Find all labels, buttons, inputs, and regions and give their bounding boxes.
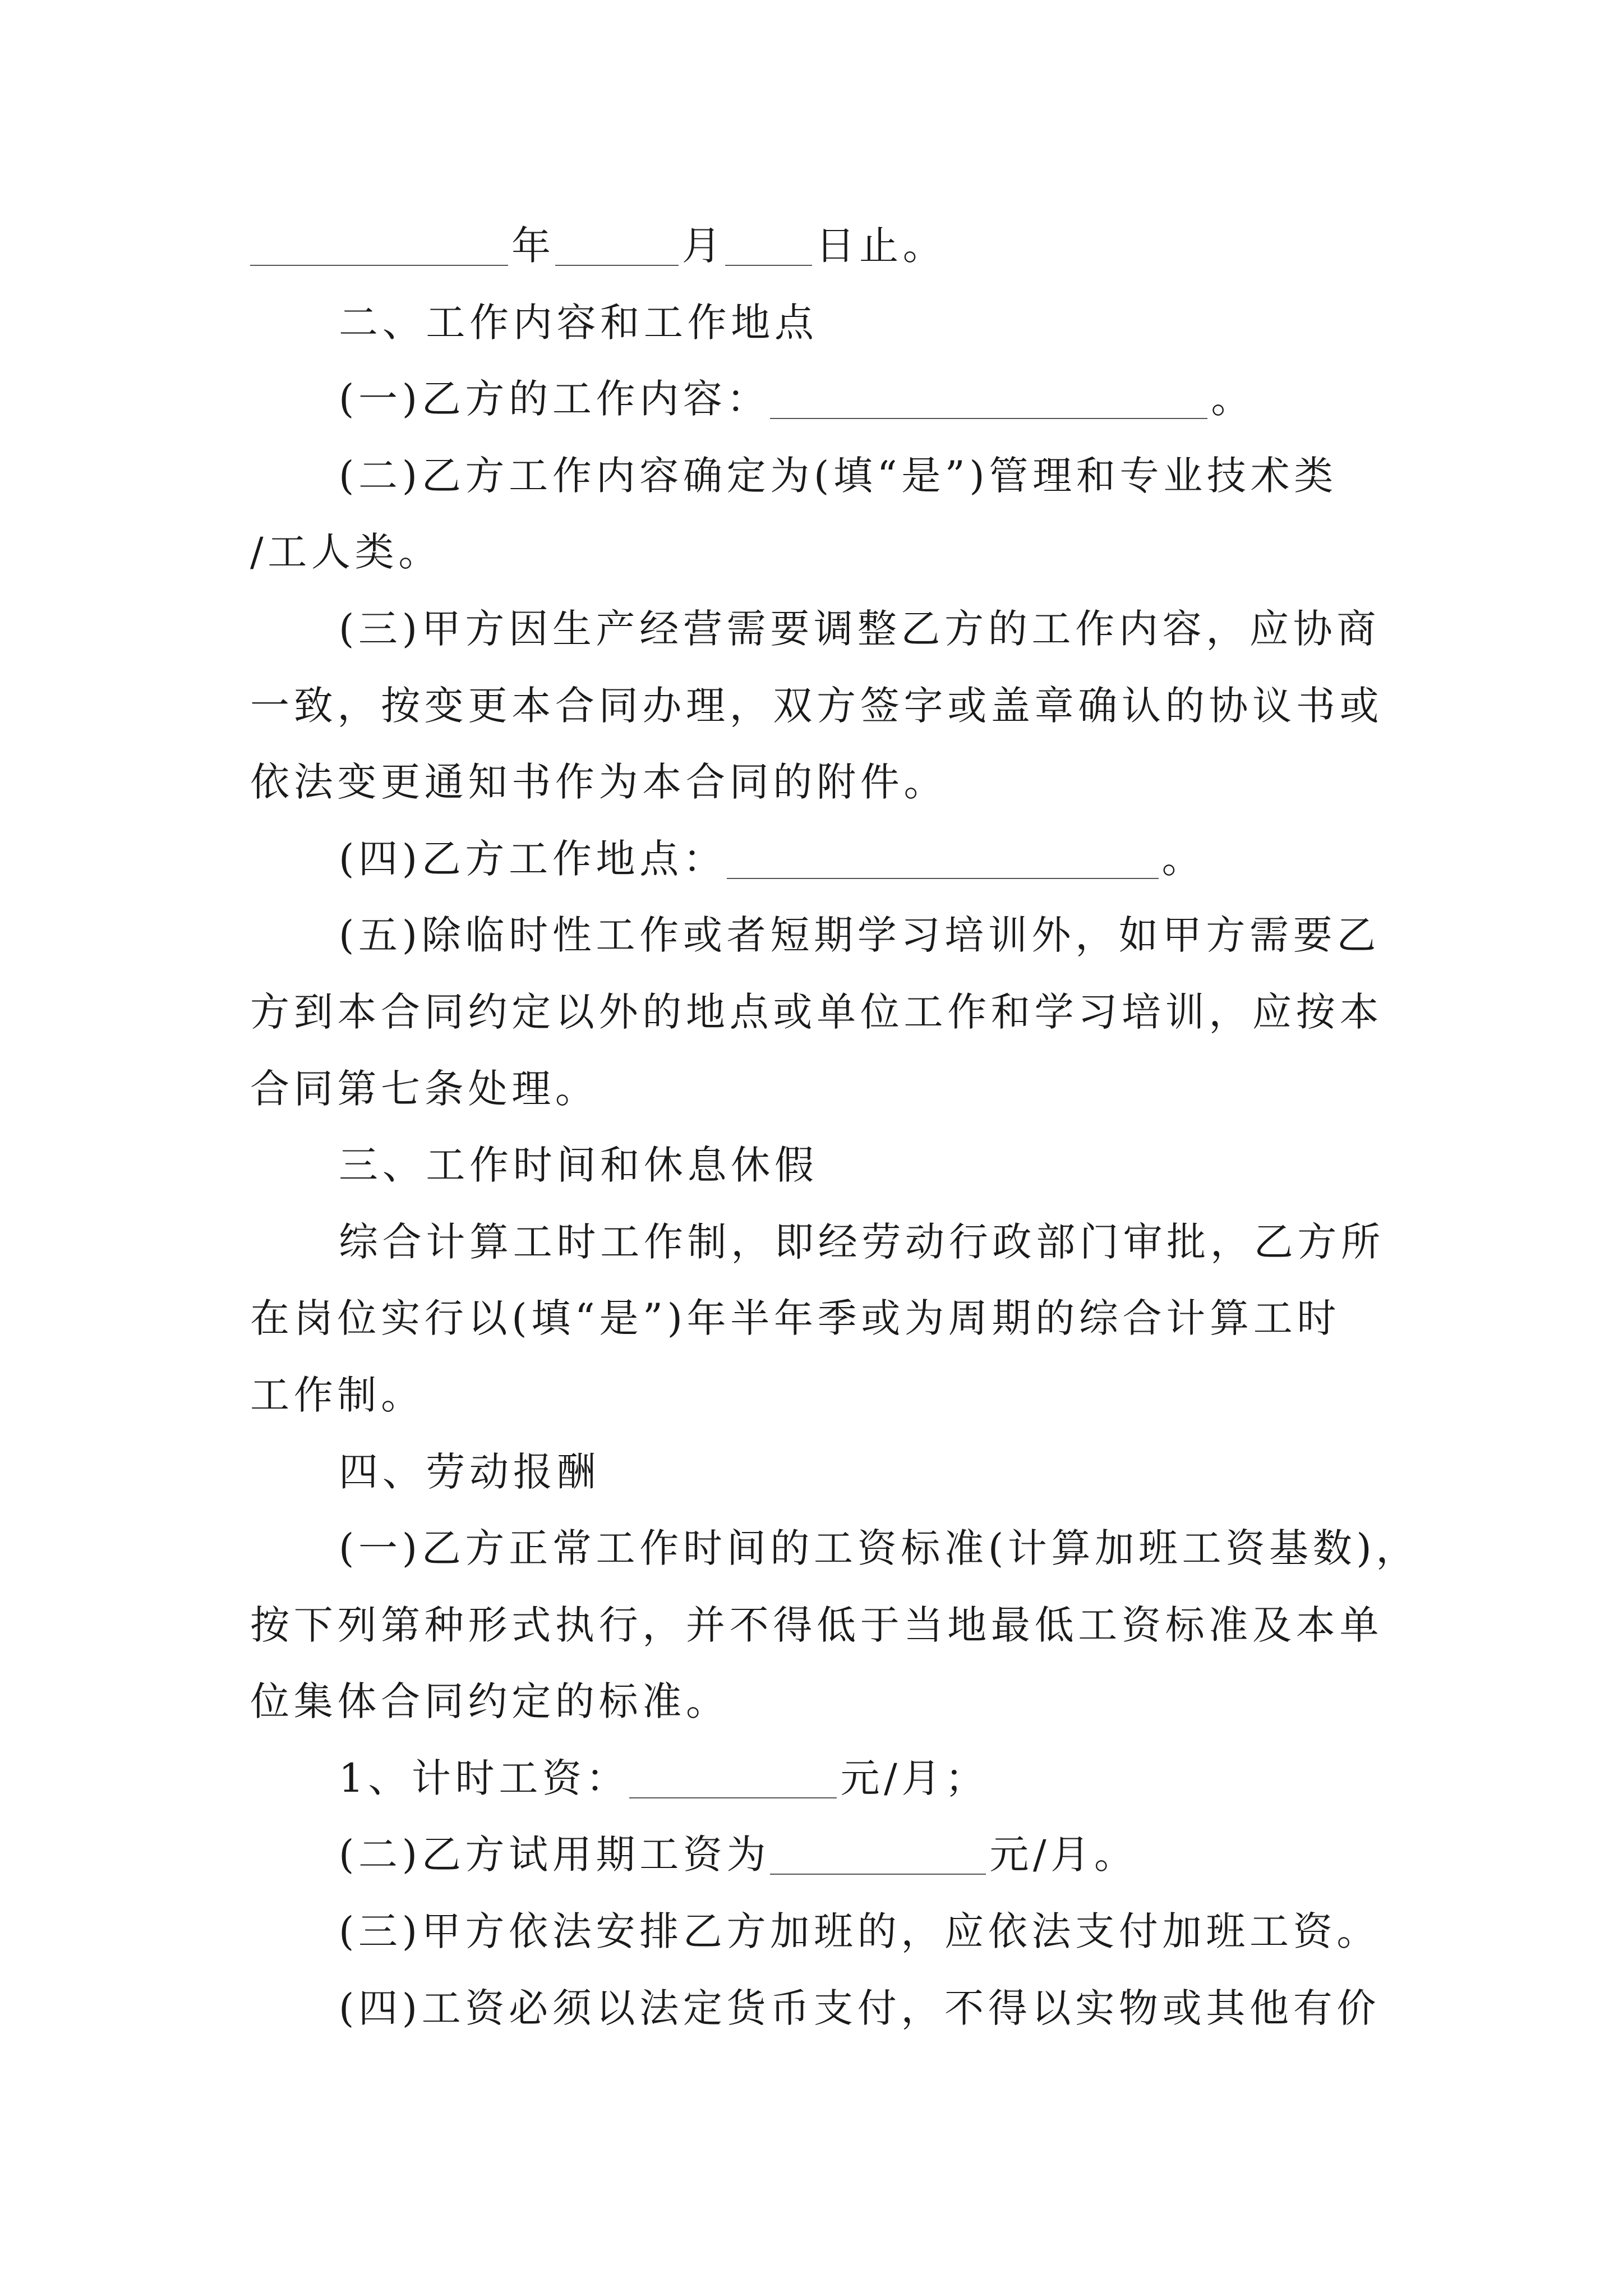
paragraph-line [250, 1893, 1484, 1970]
month-label: 月 [681, 223, 726, 269]
paragraph-text: /工人类。 [250, 529, 442, 576]
work-location-blank [727, 878, 1159, 879]
contract-end-date-line [250, 208, 1484, 284]
section-heading-working-hours [250, 1127, 1484, 1204]
paragraph-text: (三)甲方因生产经营需要调整乙方的工作内容，应协商 [339, 605, 1381, 652]
paragraph-line [250, 591, 1484, 668]
day-end-label: 日止。 [815, 223, 947, 269]
hourly-wage-blank [629, 1797, 837, 1798]
paragraph-text: (五)除临时性工作或者短期学习培训外，如甲方需要乙 [339, 912, 1381, 959]
paragraph-text: 合同第七条处理。 [250, 1065, 599, 1112]
paragraph-text: 依法变更通知书作为本合同的附件。 [250, 759, 948, 806]
work-content-blank [770, 418, 1207, 419]
probation-wage-line [250, 1816, 1484, 1893]
paragraph-line [250, 1280, 1484, 1357]
work-location-label: (四)乙方工作地点： [339, 835, 727, 882]
paragraph-line [250, 668, 1484, 744]
paragraph-line [250, 1510, 1484, 1587]
paragraph-text: (四)工资必须以法定货币支付，不得以实物或其他有价 [339, 1985, 1381, 2031]
paragraph-text: 工作制。 [250, 1372, 425, 1418]
paragraph-line [250, 1587, 1484, 1664]
paragraph-text: 位集体合同约定的标准。 [250, 1678, 730, 1725]
paragraph-line [250, 514, 1484, 591]
work-content-label: (一)乙方的工作内容： [339, 376, 771, 422]
wage-unit: 元/月。 [989, 1832, 1138, 1878]
heading-text: 三、工作时间和休息休假 [339, 1142, 818, 1189]
paragraph-text: 按下列第种形式执行，并不得低于当地最低工资标准及本单 [250, 1602, 1384, 1648]
work-content-line [250, 361, 1484, 438]
section-heading-remuneration [250, 1434, 1484, 1511]
paragraph-text: 一致，按变更本合同办理，双方签字或盖章确认的协议书或 [250, 682, 1384, 729]
year-blank [250, 265, 508, 266]
paragraph-line [250, 1357, 1484, 1434]
hourly-wage-label: 1、计时工资： [339, 1755, 630, 1801]
work-location-line [250, 821, 1484, 898]
year-label: 年 [511, 223, 555, 269]
paragraph-text: 综合计算工时工作制，即经劳动行政部门审批，乙方所 [339, 1218, 1385, 1265]
month-blank [555, 265, 679, 266]
section-heading-work-content [250, 284, 1484, 361]
heading-text: 四、劳动报酬 [339, 1448, 601, 1495]
paragraph-line [250, 897, 1484, 974]
paragraph-text: 在岗位实行以(填“是”)年半年季或为周期的综合计算工时 [250, 1295, 1341, 1342]
paragraph-text: (二)乙方工作内容确定为(填“是”)管理和专业技术类 [339, 452, 1338, 499]
paragraph-line [250, 438, 1484, 514]
wage-unit: 元/月； [840, 1755, 989, 1801]
paragraph-text: (一)乙方正常工作时间的工资标准(计算加班工资基数)， [339, 1525, 1420, 1572]
probation-wage-label: (二)乙方试用期工资为 [339, 1832, 771, 1878]
paragraph-line [250, 1051, 1484, 1128]
paragraph-line [250, 1970, 1484, 2047]
period-mark: 。 [1161, 835, 1206, 882]
probation-wage-blank [770, 1874, 986, 1875]
paragraph-line [250, 974, 1484, 1051]
paragraph-line [250, 1663, 1484, 1740]
paragraph-text: (三)甲方依法安排乙方加班的，应依法支付加班工资。 [339, 1908, 1381, 1955]
paragraph-text: 方到本合同约定以外的地点或单位工作和学习培训，应按本 [250, 988, 1384, 1035]
paragraph-line [250, 1204, 1484, 1281]
period-mark: 。 [1211, 376, 1255, 422]
heading-text: 二、工作内容和工作地点 [339, 299, 818, 346]
document-page [250, 208, 1484, 2046]
hourly-wage-line [250, 1740, 1484, 1817]
paragraph-line [250, 744, 1484, 821]
day-blank [725, 265, 812, 266]
